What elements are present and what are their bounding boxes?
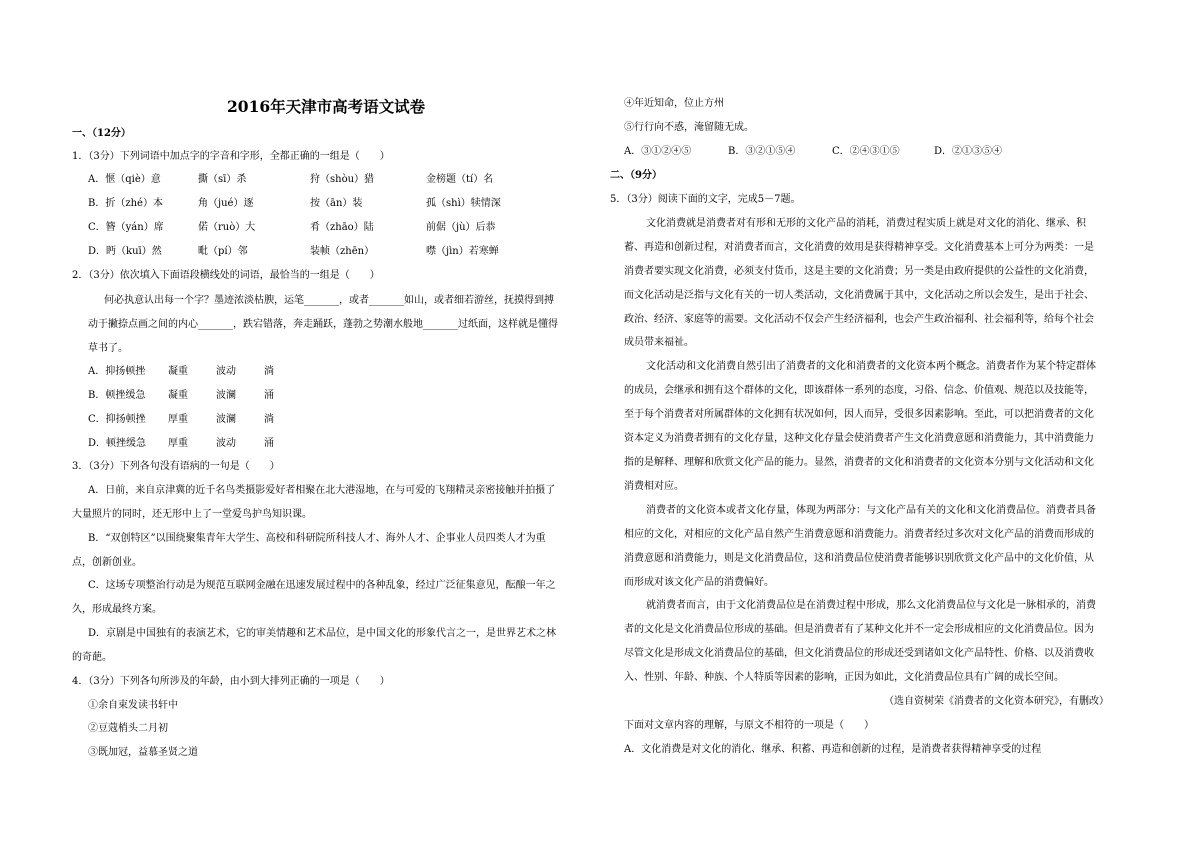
passage-source: （选自资树荣《消费者的文化资本研究》，有删改） — [884, 696, 1109, 707]
q2-option-a: A．抑扬顿挫 凝重 波动 淌 — [88, 366, 274, 377]
passage-line: 就消费者而言，由于文化消费品位是在消费过程中形成，那么文化消费品位与文化是一脉相承的，消费 — [646, 600, 1096, 611]
passage-line: 资本定义为消费者拥有的文化存量，这种文化存量会使消费者产生文化消费意愿和消费能力，其中消费能力 — [624, 433, 1094, 444]
q4-item: ③既加冠，益慕圣贤之道 — [88, 747, 198, 758]
passage-line: 的成员，会继承和拥有这个群体的文化，即该群体一系列的态度，习俗、信念、价值观、规范以及技能等， — [624, 385, 1094, 396]
passage-line: 者的文化是文化消费品位形成的基础。但是消费者有了某种文化并不一定会形成相应的文化消费品位。因为 — [624, 624, 1094, 635]
q1-option-b: B．折（zhé）本 角（jué）逐 按（ān）装 孤（shì）犊情深 — [88, 198, 501, 209]
passage-line: 至于每个消费者对所属群体的文化拥有状况如何，因人而异，受很多因素影响。至此，可以把消费者的文化 — [624, 409, 1094, 420]
q4-item: ②豆蔻梢头二月初 — [88, 723, 168, 734]
q4-item: ⑤行行向不惑，淹留随无成。 — [624, 122, 754, 133]
passage-line: 入、性别、年龄、种族、个人特质等因素的影响，正因为如此，文化消费品位具有广阔的成长空间。 — [624, 672, 1064, 683]
q3-line: A．日前，来自京津冀的近千名鸟类摄影爱好者相聚在北大港湿地，在与可爱的飞翔精灵亲密接触并拍摄了 — [88, 485, 556, 496]
passage-line: 消费者要实现文化消费，必须支付货币，这是主要的文化消费；另一类是由政府提供的公益性的文化消费， — [624, 266, 1094, 277]
q1-option-d: D．眄（kuī）然 毗（pí）邻 装帧（zhēn） 噤（jìn）若寒蝉 — [88, 246, 499, 257]
passage-line: 而文化活动是泛指与文化有关的一切人类活动，文化消费属于其中，文化活动之所以会发生，是出于社会、 — [624, 290, 1094, 301]
q3-line: D．京剧是中国独有的表演艺术，它的审美情趣和艺术品位，是中国文化的形象代言之一，是世界艺术之林 — [88, 628, 557, 639]
passage-line: 消费者的文化资本或者文化存量，体现为两部分：与文化产品有关的文化和文化消费品位。消费者具备 — [646, 505, 1096, 516]
q4-item: ④年近知命，位止方州 — [624, 98, 724, 109]
q5-stem: 5．（3分）阅读下面的文字，完成5－7题。 — [610, 194, 801, 205]
q3-line: C．这场专项整治行动是为规范互联网金融在迅速发展过程中的各种乱象，经过广泛征集意见，酝酿一年之 — [88, 580, 556, 591]
q3-line: 的奇葩。 — [72, 652, 112, 663]
q3-line: 大量照片的同时，还无形中上了一堂爱鸟护鸟知识课。 — [72, 509, 312, 520]
q2-stem: 2．（3分）依次填入下面语段横线处的词语，最恰当的一组是（ ） — [72, 270, 380, 281]
q1-option-a: A．惬（qiè）意 撕（sī）杀 狩（shòu）猎 金榜题（tí）名 — [88, 174, 494, 185]
passage-line: 成员带来福祉。 — [624, 337, 694, 348]
passage-line: 尽管文化是形成文化消费品位的基础，但文化消费品位的形成还受到诸如文化产品特性、价格、以及消费收 — [624, 648, 1094, 659]
q4-item: ①余自束发读书轩中 — [88, 700, 178, 711]
q3-line: 久，形成最终方案。 — [72, 604, 162, 615]
q3-line: 点，创新创业。 — [72, 557, 142, 568]
passage-line: 蓄、再造和创新过程，对消费者而言，文化消费的效用是获得精神享受。文化消费基本上可分为两类：一是 — [624, 242, 1094, 253]
q3-stem: 3．（3分）下列各句没有语病的一句是（ ） — [72, 461, 280, 472]
q2-passage-line: 何必执意认出每一个字？墨迹浓淡枯腴，运笔_______，或者_______如山，或者细若游丝，抚摸得到搏 — [104, 295, 554, 306]
passage-line: 消费相对应。 — [624, 481, 684, 492]
q4-options: A．③①②④⑤ B．③②①⑤④ C．②④③①⑤ D．②①③⑤④ — [624, 146, 1003, 157]
q1-stem: 1．（3分）下列词语中加点字的字音和字形，全都正确的一组是（ ） — [72, 151, 390, 162]
passage-line: 指的是解释、理解和欣赏文化产品的能力。显然，消费者的文化和消费者的文化资本分别与文化活动和文化 — [624, 457, 1094, 468]
q2-passage-line: 动于撇捺点画之间的内心_______，跌宕错落，奔走踊跃，蓬勃之势潮水般地_______过纸面，这样就是懂得 — [88, 319, 558, 330]
q2-passage-line: 草书了。 — [88, 343, 128, 354]
passage-line: 文化活动和文化消费自然引出了消费者的文化和消费者的文化资本两个概念。消费者作为某个特定群体 — [646, 361, 1096, 372]
passage-line: 而形成对该文化产品的消费偏好。 — [624, 577, 774, 588]
section-one-header: 一、（12分） — [72, 128, 131, 139]
q1-option-c: C．簪（yán）席 偌（ruò）大 肴（zhāo）陆 前倨（jù）后恭 — [88, 222, 496, 233]
q2-option-d: D．顿挫缓急 厚重 波动 涌 — [88, 438, 274, 449]
passage-line: 相应的文化，对相应的文化产品自然产生消费意愿和消费能力。消费者经过多次对文化产品的消费而形成的 — [624, 529, 1094, 540]
q5-option-a: A．文化消费是对文化的消化、继承、积蓄、再造和创新的过程，是消费者获得精神享受的过程 — [624, 744, 1042, 755]
passage-line: 文化消费就是消费者对有形和无形的文化产品的消耗，消费过程实质上就是对文化的消化、继承、积 — [646, 218, 1086, 229]
q3-line: B．“双创特区”以围绕聚集青年大学生、高校和科研院所科技人才、海外人才、企事业人员四类人才为重 — [88, 533, 546, 544]
q5-question: 下面对文章内容的理解，与原文不相符的一项是（ ） — [624, 720, 874, 731]
passage-line: 消费意愿和消费能力，则是文化消费品位，这和消费品位使消费者能够识别欣赏文化产品中的文化价值，从 — [624, 553, 1094, 564]
q2-option-c: C．抑扬顿挫 厚重 波澜 淌 — [88, 414, 274, 425]
page-title: 2016年天津市高考语文试卷 — [227, 97, 426, 116]
q4-stem: 4．（3分）下列各句所涉及的年龄，由小到大排列正确的一项是（ ） — [72, 676, 390, 687]
section-two-header: 二、（9分） — [610, 170, 662, 181]
passage-line: 政治、经济、家庭等的需要。文化活动不仅会产生经济福利，也会产生政治福利、社会福利等，给每个社会 — [624, 314, 1094, 325]
q2-option-b: B．顿挫缓急 凝重 波澜 涌 — [88, 390, 274, 401]
